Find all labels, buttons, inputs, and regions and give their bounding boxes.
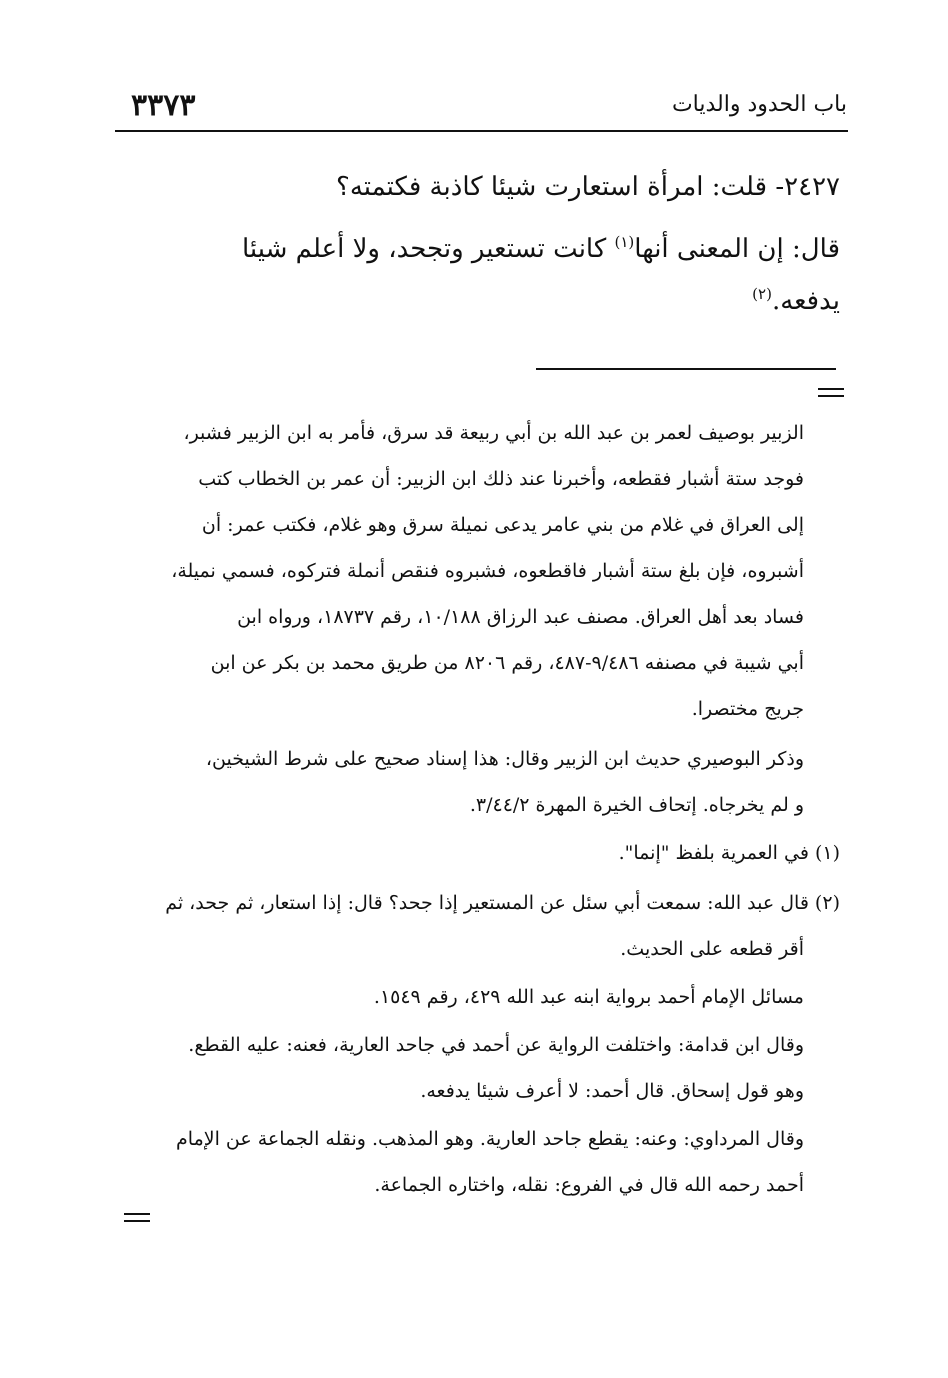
answer-line-1 <box>128 233 840 264</box>
footnote-ref-2[interactable]: (٢) <box>752 285 772 303</box>
footnote-line: وهو قول إسحاق. قال أحمد: لا أعرف شيئا يدفعه. <box>420 1080 804 1102</box>
page-header <box>115 88 847 130</box>
footnote-line: أشبروه، فإن بلغ ستة أشبار فاقطعوه، فشبروه فنقص أنملة فتركوه، فسمي نميلة، <box>171 560 804 582</box>
footnote-line: إلى العراق في غلام من بني عامر يدعى نميلة سرق وهو غلام، فكتب عمر: أن <box>201 514 804 536</box>
answer-text-final: يدفعه. <box>771 286 840 316</box>
footnote-2-line: أقر قطعه على الحديث. <box>620 938 804 960</box>
continuation-mark-top <box>818 388 844 397</box>
question-line: ٢٤٢٧- قلت: امرأة استعارت شيئا كاذبة فكتمته؟ <box>336 172 840 202</box>
footnote-line: مسائل الإمام أحمد برواية ابنه عبد الله ٤٢٩، رقم ١٥٤٩. <box>373 986 804 1008</box>
footnote-line: فساد بعد أهل العراق. مصنف عبد الرزاق ١٠/١٨٨، رقم ١٨٧٣٧، ورواه ابن <box>237 606 804 628</box>
footnote-line: وقال المرداوي: وعنه: يقطع جاحد العارية. وهو المذهب. ونقله الجماعة عن الإمام <box>176 1128 804 1150</box>
footnote-line: وقال ابن قدامة: واختلفت الرواية عن أحمد في جاحد العارية، فعنه: عليه القطع. <box>188 1034 804 1056</box>
footnote-line: جريج مختصرا. <box>691 698 804 720</box>
footnote-line: و لم يخرجاه. إتحاف الخيرة المهرة ٣/٤٤/٢. <box>469 794 804 816</box>
answer-text-start: قال: إن المعنى أنها <box>634 234 840 264</box>
footnote-line: فوجد ستة أشبار فقطعه، وأخبرنا عند ذلك ابن الزبير: أن عمر بن الخطاب كتب <box>198 468 804 490</box>
answer-text-end: كانت تستعير وتجحد، ولا أعلم شيئا <box>242 234 615 264</box>
continuation-mark-bottom <box>124 1213 150 1222</box>
footnote-line: الزبير بوصيف لعمر بن عبد الله بن أبي ربيعة قد سرق، فأمر به ابن الزبير فشبر، <box>183 422 804 444</box>
page-number: ٣٣٧٣ <box>131 88 196 123</box>
footnote-ref-1[interactable]: (١) <box>614 233 635 251</box>
running-title: باب الحدود والديات <box>671 92 847 117</box>
footnote-separator <box>536 368 836 370</box>
footnote-line: أحمد رحمه الله قال في الفروع: نقله، واختاره الجماعة. <box>374 1174 804 1196</box>
footnote-line: وذكر البوصيري حديث ابن الزبير وقال: هذا إسناد صحيح على شرط الشيخين، <box>205 748 804 770</box>
answer-line-2 <box>128 285 840 316</box>
header-rule <box>115 130 848 132</box>
footnote-line: أبي شيبة في مصنفه ٩/٤٨٦-٤٨٧، رقم ٨٢٠٦ من طريق محمد بن بكر عن ابن <box>210 652 804 674</box>
footnote-2-line: (٢) قال عبد الله: سمعت أبي سئل عن المستعير إذا جحد؟ قال: إذا استعار، ثم جحد، ثم <box>165 892 840 914</box>
footnote-1: (١) في العمرية بلفظ "إنما". <box>618 842 840 864</box>
